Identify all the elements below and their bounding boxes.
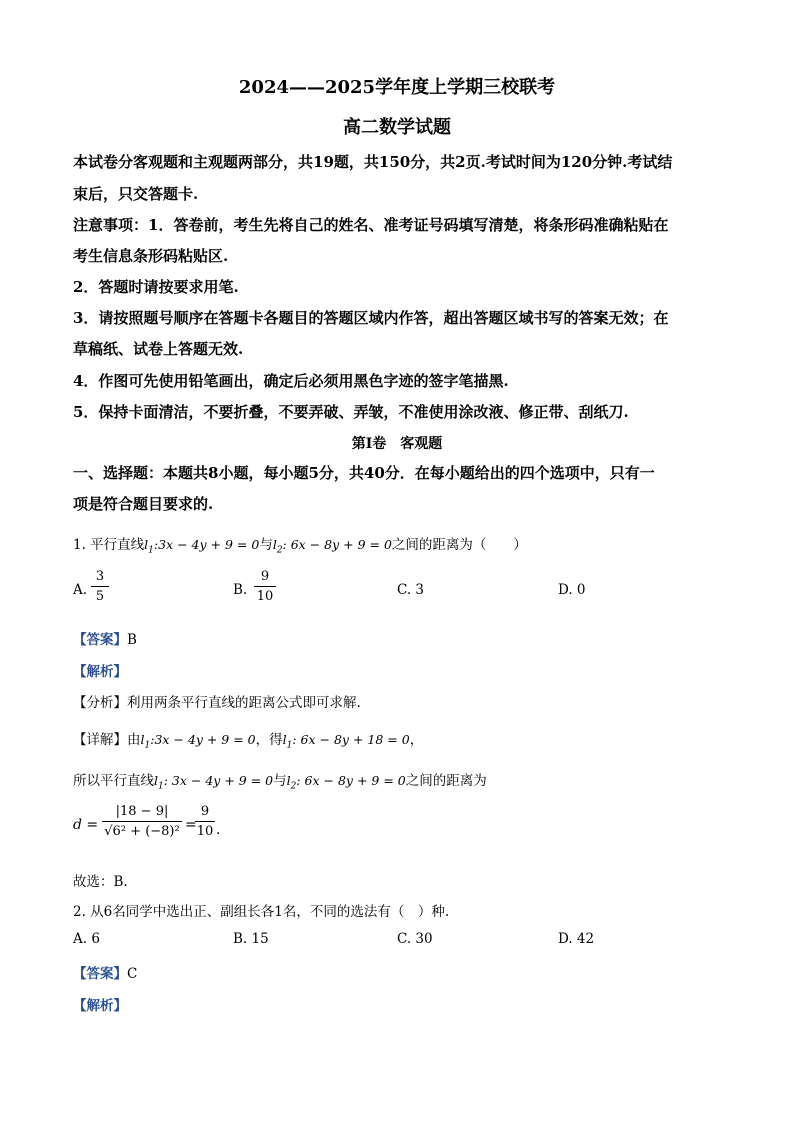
fenxi-tag: 【分析】 bbox=[73, 695, 127, 711]
q1-option-b-fraction bbox=[254, 569, 276, 604]
q1-l2: l bbox=[272, 537, 277, 552]
xj-eq2: : 6x − 8y + 18 = 0 bbox=[292, 732, 410, 747]
q1-stem bbox=[73, 533, 527, 556]
notice-line-1: 本试卷分客观题和主观题两部分，共19题，共150分，共2页.考试时间为120分钟.考试结 bbox=[73, 153, 673, 171]
q2-option-c: C. 30 bbox=[397, 931, 433, 947]
so-l2-sub: 2 bbox=[290, 781, 297, 792]
q2-answer: C bbox=[127, 966, 138, 982]
answer-tag: 【答案】 bbox=[73, 966, 127, 982]
xj-l1: l bbox=[140, 732, 145, 747]
q1-answer-line bbox=[73, 628, 137, 648]
notice-line-8: 4．作图可先使用铅笔画出，确定后必须用黑色字迹的签字笔描黑. bbox=[73, 372, 509, 390]
q1-mid: 与 bbox=[259, 537, 273, 553]
section-intro-line-1: 一、选择题：本题共8小题，每小题5分，共40分．在每小题给出的四个选项中，只有一 bbox=[73, 464, 655, 482]
section-intro-line-2: 项是符合题目要求的. bbox=[73, 495, 214, 513]
so-l1-sub: 1 bbox=[158, 781, 164, 792]
q1-eq1: :3x − 4y + 9 = 0 bbox=[153, 537, 260, 552]
q1-answer: B bbox=[127, 632, 137, 648]
result-denominator: 10 bbox=[196, 824, 214, 839]
notice-line-9: 5．保持卡面清洁，不要折叠，不要弄破、弄皱，不准使用涂改液、修正带、刮纸刀. bbox=[73, 403, 629, 421]
xj-l1-sub: 1 bbox=[144, 740, 151, 751]
q1-fenxi-line bbox=[73, 691, 361, 711]
formula-equals: = bbox=[185, 817, 197, 833]
q1-l1: l bbox=[144, 537, 149, 552]
distance-result-fraction bbox=[195, 804, 215, 839]
so-eq1: : 3x − 4y + 9 = 0 bbox=[163, 773, 274, 788]
q1-option-a-label: A. bbox=[73, 582, 88, 598]
q2-option-a: A. 6 bbox=[73, 931, 100, 947]
so-l1: l bbox=[154, 773, 158, 788]
distance-denominator: √6² + (−8)² bbox=[104, 824, 180, 839]
xj-l1b: l bbox=[282, 732, 287, 747]
answer-tag: 【答案】 bbox=[73, 632, 127, 648]
q1-option-a-fraction bbox=[91, 569, 109, 604]
q1-l2-sub: 2 bbox=[276, 545, 283, 556]
q1-option-c: C. 3 bbox=[397, 582, 425, 598]
formula-period: . bbox=[216, 822, 221, 838]
q2-option-d: D. 42 bbox=[558, 931, 595, 947]
q1-suffix: 之间的距离为（ ） bbox=[391, 537, 527, 553]
notice-line-2: 束后，只交答题卡. bbox=[73, 185, 199, 203]
q1-fenxi: 利用两条平行直线的距离公式即可求解. bbox=[127, 695, 361, 711]
q1-option-a-denominator: 5 bbox=[95, 589, 105, 604]
q1-eq2: : 6x − 8y + 9 = 0 bbox=[282, 537, 392, 552]
q1-conclusion: 故选：B. bbox=[73, 874, 128, 890]
xj-text-1: 由 bbox=[127, 732, 141, 748]
section-heading: 第Ⅰ卷 客观题 bbox=[351, 436, 443, 452]
q1-analysis-tag: 【解析】 bbox=[73, 664, 127, 680]
so-prefix: 所以平行直线 bbox=[73, 773, 154, 789]
result-numerator: 9 bbox=[200, 804, 210, 819]
xj-text-3: ， bbox=[409, 732, 424, 748]
q2-stem: 2. 从6名同学中选出正、副组长各1名，不同的选法有（ ）种. bbox=[73, 904, 450, 920]
notice-line-3: 注意事项：1．答卷前，考生先将自己的姓名、准考证号码填写清楚，将条形码准确粘贴在 bbox=[73, 216, 669, 234]
distance-fraction bbox=[102, 804, 182, 839]
q1-l1-sub: 1 bbox=[148, 545, 154, 556]
q1-prefix: 1. 平行直线 bbox=[73, 537, 145, 553]
so-mid: 与 bbox=[273, 773, 287, 789]
notice-line-6: 3．请按照题号顺序在答题卡各题目的答题区域内作答，超出答题区域书写的答案无效；在 bbox=[73, 309, 669, 327]
q1-option-b-label: B. bbox=[233, 582, 248, 598]
fraction-bar bbox=[195, 821, 215, 822]
notice-line-7: 草稿纸、试卷上答题无效. bbox=[73, 340, 244, 358]
exam-title: 2024——2025学年度上学期三校联考 bbox=[238, 77, 556, 98]
fraction-bar bbox=[102, 821, 182, 822]
so-eq2: : 6x − 8y + 9 = 0 bbox=[296, 773, 406, 788]
fraction-bar bbox=[91, 586, 109, 587]
q1-option-d: D. 0 bbox=[558, 582, 586, 598]
q1-option-b-numerator: 9 bbox=[260, 569, 270, 584]
xj-text-2: ，得 bbox=[255, 732, 283, 748]
so-l2: l bbox=[286, 773, 291, 788]
exam-subtitle: 高二数学试题 bbox=[343, 117, 451, 138]
q1-option-b-denominator: 10 bbox=[256, 589, 274, 604]
q1-so-line bbox=[73, 769, 487, 792]
distance-numerator: |18 − 9| bbox=[115, 804, 169, 819]
q2-analysis-tag: 【解析】 bbox=[73, 998, 127, 1014]
so-suffix: 之间的距离为 bbox=[405, 773, 487, 789]
notice-line-4: 考生信息条形码粘贴区. bbox=[73, 247, 229, 265]
fraction-bar bbox=[254, 586, 276, 587]
q2-answer-line bbox=[73, 962, 137, 982]
q1-xiangjie-line bbox=[73, 728, 423, 751]
xj-l1b-sub: 1 bbox=[286, 740, 293, 751]
formula-lhs: d = bbox=[73, 817, 99, 833]
q1-option-a-numerator: 3 bbox=[95, 569, 105, 584]
q2-option-b: B. 15 bbox=[233, 931, 269, 947]
xiangjie-tag: 【详解】 bbox=[73, 732, 127, 748]
notice-line-5: 2．答题时请按要求用笔. bbox=[73, 278, 239, 296]
xj-eq1: :3x − 4y + 9 = 0 bbox=[150, 732, 256, 747]
